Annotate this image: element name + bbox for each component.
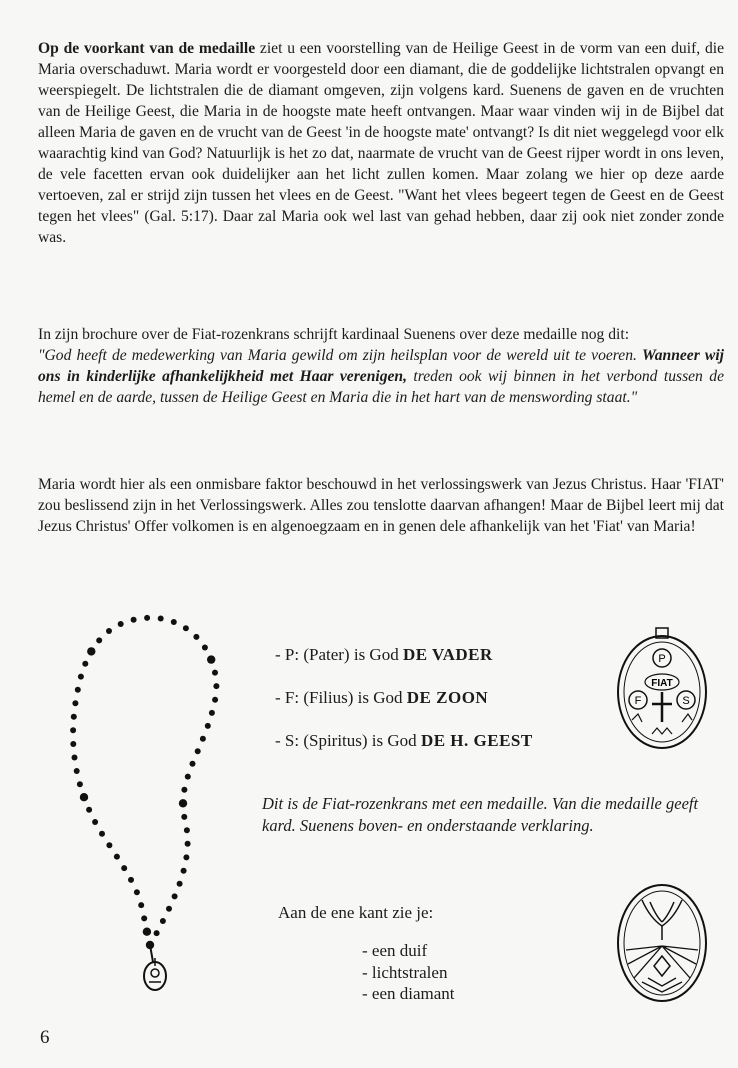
rosary-bead xyxy=(106,628,112,634)
rosary-bead xyxy=(177,881,183,887)
medal-letter-f: F xyxy=(634,695,642,707)
rosary-bead xyxy=(128,877,134,883)
paragraph-medal-front xyxy=(38,38,724,248)
quote-text xyxy=(38,345,724,408)
rosary-bead xyxy=(82,661,88,667)
list-item xyxy=(275,731,533,761)
rosary-bead xyxy=(185,774,191,780)
rosary-bead xyxy=(183,854,189,860)
rosary-bead xyxy=(200,736,206,742)
list-item-bold: DE ZOON xyxy=(406,688,489,707)
rosary-bead xyxy=(106,842,112,848)
rosary-bead xyxy=(70,727,76,733)
rosary-bead xyxy=(179,799,187,807)
dove-medal-icon xyxy=(612,878,712,1008)
list-item-prefix: - P: (Pater) is God xyxy=(275,645,403,664)
rosary-bead xyxy=(213,683,219,689)
medal-letter-p: P xyxy=(658,653,666,665)
quote-bold: Wanneer wij ons in kinderlijke afhankelijkheid met Haar verenigen, xyxy=(38,347,724,385)
rosary-bead xyxy=(154,930,160,936)
medal-text-fiat: FIAT xyxy=(651,678,673,689)
quote-part-1: "God heeft de medewerking van Maria gewild om zijn heilsplan voor de wereld uit te voeren. xyxy=(38,347,643,364)
list-item: - een duif xyxy=(362,941,428,960)
list-item-bold: DE H. GEEST xyxy=(420,731,533,750)
rosary-bead xyxy=(181,814,187,820)
rosary-bead xyxy=(80,793,88,801)
rosary-bead xyxy=(99,831,105,837)
rosary-bead xyxy=(75,687,81,693)
rosary-bead xyxy=(70,741,76,747)
list-item-prefix: - S: (Spiritus) is God xyxy=(275,731,421,750)
rosary-bead xyxy=(184,827,190,833)
rosary-bead xyxy=(212,670,218,676)
rosary-bead xyxy=(160,918,166,924)
side-intro: Aan de ene kant zie je: xyxy=(278,903,434,922)
rosary-bead xyxy=(143,928,151,936)
list-item xyxy=(275,688,533,718)
rosary-bead xyxy=(205,723,211,729)
rosary-bead xyxy=(172,893,178,899)
list-item-bold: DE VADER xyxy=(402,645,493,664)
list-item: - lichtstralen xyxy=(362,962,448,982)
rosary-bead xyxy=(166,906,172,912)
paragraph-lead: Op de voorkant van de medaille xyxy=(38,40,256,57)
rosary-bead xyxy=(134,889,140,895)
fiat-letter-list xyxy=(275,645,533,774)
rosary-bead xyxy=(171,619,177,625)
rosary-bead xyxy=(195,748,201,754)
rosary-bead xyxy=(72,700,78,706)
paragraph-intro: In zijn brochure over de Fiat-rozenkrans schrijft kardinaal Suenens over deze medaille nog dit: xyxy=(38,326,630,343)
paragraph-text: Maria wordt hier als een onmisbare faktor beschouwd in het verlossingswerk van Jezus Christus. Haar 'FIAT' zou beslissend zijn in het Verlossingswerk. Alles zou tenslotte daarvan afhangen! Maar de Bijbel leert mij dat Jezus Christus' Offer volkomen is en algenoegzaam en in genen dele afhankelijk van het 'Fiat' van Maria! xyxy=(38,476,724,535)
rosary-bead xyxy=(114,854,120,860)
rosary-bead xyxy=(96,637,102,643)
rosary-bead xyxy=(71,714,77,720)
rosary-bead xyxy=(193,634,199,640)
rosary-bead xyxy=(190,761,196,767)
rosary-bead xyxy=(209,710,215,716)
rosary-illustration xyxy=(55,600,245,1010)
rosary-bead xyxy=(138,902,144,908)
rosary-bead xyxy=(92,819,98,825)
rosary-bead xyxy=(144,615,150,621)
rosary-beads xyxy=(70,615,219,962)
rosary-bead xyxy=(87,647,95,655)
rosary-bead xyxy=(158,616,164,622)
rosary-bead xyxy=(121,865,127,871)
paragraph-fiat xyxy=(38,474,724,537)
list-item: - een diamant xyxy=(362,984,455,1003)
medal-letter-s: S xyxy=(682,695,690,707)
list-item-prefix: - F: (Filius) is God xyxy=(275,688,407,707)
rosary-bead xyxy=(78,674,84,680)
rosary-bead xyxy=(118,621,124,627)
rosary-bead xyxy=(212,697,218,703)
side-item-list xyxy=(362,940,455,1005)
rosary-caption: Dit is de Fiat-rozenkrans met een medaille. Van die medaille geeft kard. Suenens boven- en onderstaande verklaring. xyxy=(262,794,699,835)
rosary-bead xyxy=(77,781,83,787)
rosary-bead xyxy=(74,768,80,774)
rosary-bead xyxy=(185,841,191,847)
rosary-bead xyxy=(183,625,189,631)
paragraph-text: ziet u een voorstelling van de Heilige Geest in de vorm van een duif, die Maria overschaduwt. Maria wordt er voorgesteld door een diamant, die de goddelijke lichtstralen opvangt en weerspiegelt. De lichtstralen die de diamant omgeven, zijn volgens kard. Suenens de gaven en de vruchten van de Heilige Geest, die Maria in de hoogste mate heeft ontvangen. Maar waar vinden wij in de Bijbel dat alleen Maria de gaven en de vrucht van de Geest 'in de hoogste mate' ontvangt? Is dit niet weggelegd voor elk waarachtig kind van God? Natuurlijk is het zo dat, naarmate de vrucht van de Geest rijper wordt in ons leven, de vele facetten ervan ook duidelijker aan het licht zullen komen. Maar zolang we hier op deze aarde vertoeven, zal er strijd zijn tussen het vlees en de Geest. "Want het vlees begeert tegen de Geest en de Geest tegen het vlees" (Gal. 5:17). Daar zal Maria ook wel last van gehad hebben, daar zij ook niet zonder zonde was. xyxy=(38,40,724,246)
paragraph-suenens-quote xyxy=(38,324,724,408)
fiat-medal-icon xyxy=(612,624,712,754)
page-number: 6 xyxy=(40,1027,50,1048)
crucifix-icon xyxy=(144,958,166,990)
list-item xyxy=(275,645,533,675)
rosary-bead xyxy=(181,868,187,874)
rosary-bead xyxy=(131,617,137,623)
rosary-bead xyxy=(72,755,78,761)
rosary-bead xyxy=(86,807,92,813)
quote-part-2: treden ook wij binnen in het verbond tussen de hemel en de aarde, tussen de Heilige Geest en Maria die in het hart van de menswording staat." xyxy=(38,368,724,406)
rosary-bead xyxy=(202,645,208,651)
rosary-bead xyxy=(207,655,215,663)
rosary-bead xyxy=(141,915,147,921)
rosary-bead xyxy=(181,787,187,793)
